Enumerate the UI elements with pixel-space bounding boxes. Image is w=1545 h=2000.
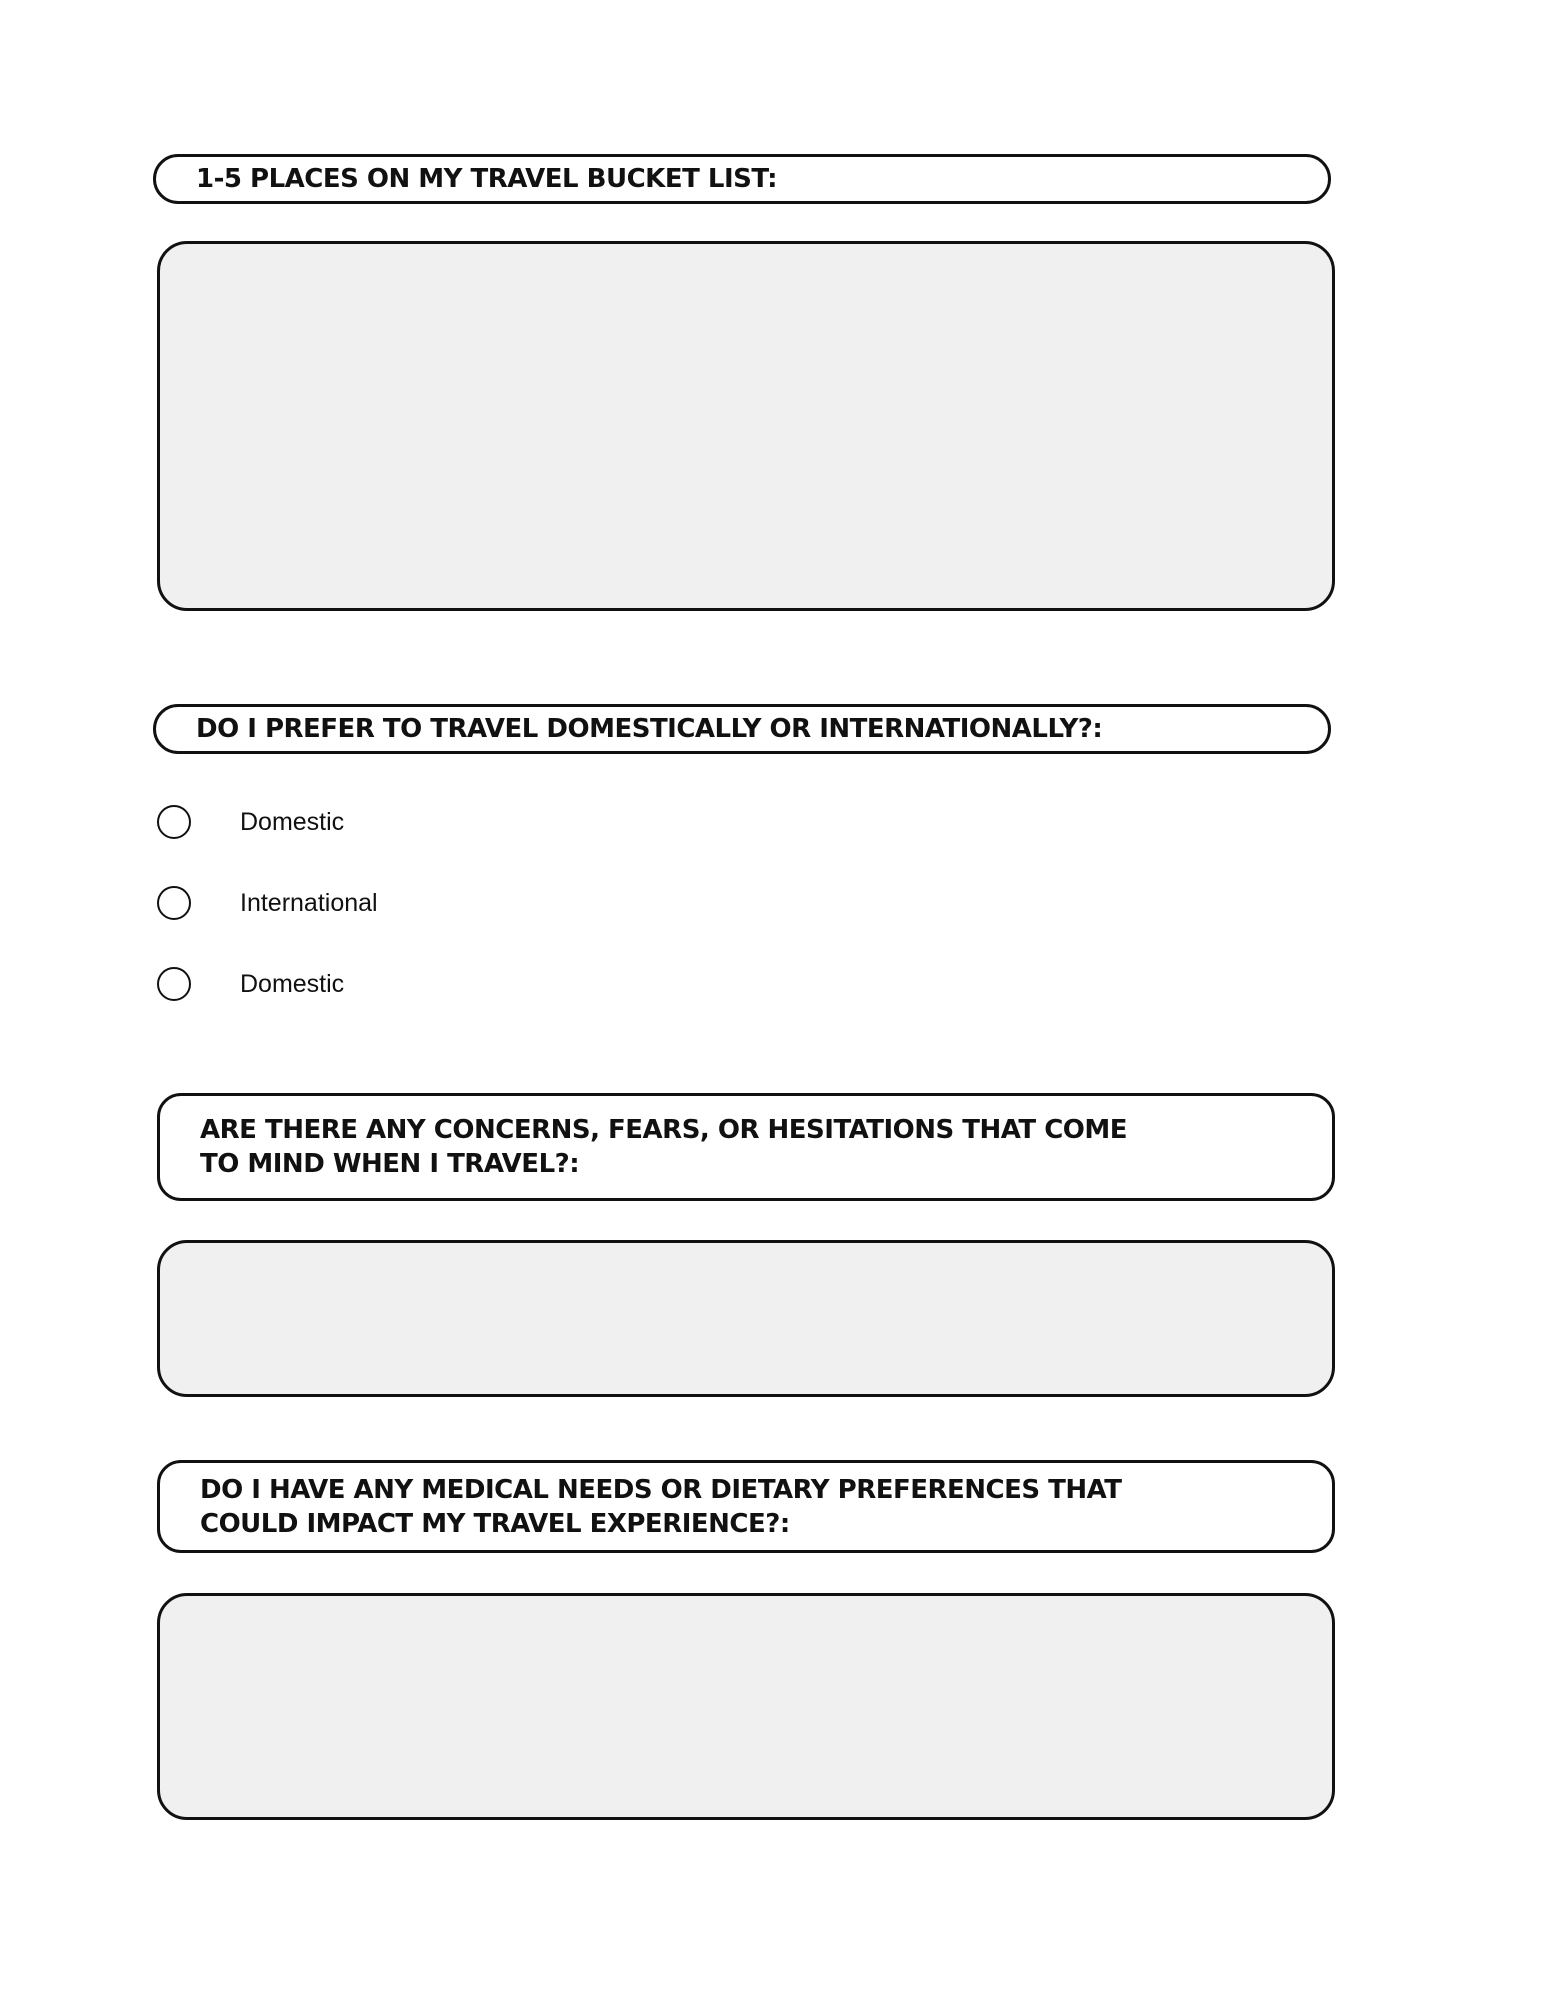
medical-dietary-answer-box[interactable] (157, 1593, 1335, 1820)
bucket-list-heading-label: 1-5 PLACES ON MY TRAVEL BUCKET LIST: (196, 164, 778, 194)
radio-button[interactable] (157, 967, 191, 1001)
medical-dietary-heading (157, 1460, 1335, 1553)
option-label: Domestic (240, 807, 345, 836)
radio-button[interactable] (157, 886, 191, 920)
bucket-list-answer-box[interactable] (157, 241, 1335, 611)
option-international[interactable] (157, 883, 378, 923)
concerns-answer-box[interactable] (157, 1240, 1335, 1397)
bucket-list-heading (153, 154, 1331, 204)
option-label: International (240, 888, 378, 917)
concerns-answer-input[interactable] (160, 1243, 1332, 1394)
bucket-list-answer-input[interactable] (160, 244, 1332, 608)
option-domestic-2[interactable] (157, 964, 345, 1004)
concerns-heading-label: ARE THERE ANY CONCERNS, FEARS, OR HESITATIONS THAT COME TO MIND WHEN I TRAVEL?: (200, 1115, 1128, 1179)
option-domestic[interactable] (157, 802, 345, 842)
concerns-heading (157, 1093, 1335, 1201)
medical-dietary-heading-label: DO I HAVE ANY MEDICAL NEEDS OR DIETARY PREFERENCES THAT COULD IMPACT MY TRAVEL EXPERIENCE?: (200, 1474, 1122, 1539)
travel-preference-heading-label: DO I PREFER TO TRAVEL DOMESTICALLY OR INTERNATIONALLY?: (196, 714, 1103, 744)
medical-dietary-answer-input[interactable] (160, 1596, 1332, 1817)
option-label: Domestic (240, 969, 345, 998)
travel-preference-heading (153, 704, 1331, 754)
radio-button[interactable] (157, 805, 191, 839)
